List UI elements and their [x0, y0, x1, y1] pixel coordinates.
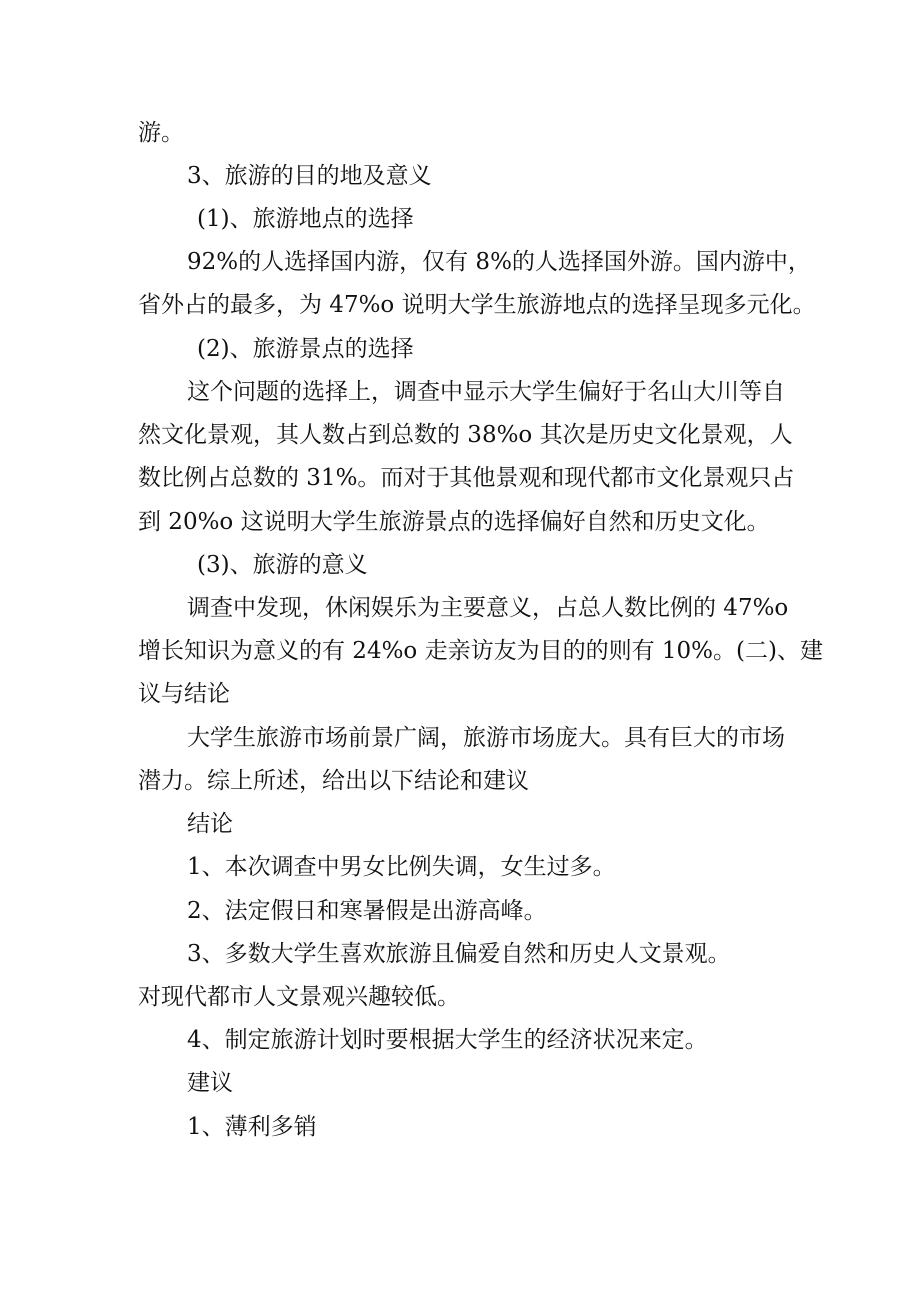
conclusion-heading: 结论: [187, 811, 233, 837]
suggestion-item-1: 1、薄利多销: [187, 1114, 317, 1140]
subheading-3: (3)、旅游的意义: [197, 552, 368, 578]
text-line-12: 调查中发现，休闲娱乐为主要意义，占总人数比例的 47%o: [187, 595, 789, 621]
text-line-14: 议与结论: [138, 681, 230, 707]
section-heading-3: 3、旅游的目的地及意义: [187, 163, 432, 189]
conclusion-item-2: 2、法定假日和寒暑假是出游高峰。: [187, 898, 547, 924]
text-line-10: 到 20%o 这说明大学生旅游景点的选择偏好自然和历史文化。: [138, 509, 770, 535]
subheading-2: (2)、旅游景点的选择: [197, 336, 414, 362]
text-line-1: 游。: [138, 120, 184, 146]
text-line-7: 这个问题的选择上，调查中显示大学生偏好于名山大川等自: [187, 379, 785, 405]
text-line-5: 省外占的最多，为 47%o 说明大学生旅游地点的选择呈现多元化。: [138, 292, 816, 318]
text-line-9: 数比例占总数的 31%。而对于其他景观和现代都市文化景观只占: [138, 465, 795, 491]
conclusion-item-3-continued: 对现代都市人文景观兴趣较低。: [138, 984, 460, 1010]
text-line-13: 增长知识为意义的有 24%o 走亲访友为目的的则有 10%。(二)、建: [138, 638, 823, 664]
subheading-1: (1)、旅游地点的选择: [197, 206, 414, 232]
text-line-4: 92%的人选择国内游，仅有 8%的人选择国外游。国内游中，: [187, 249, 811, 275]
text-line-16: 潜力。综上所述，给出以下结论和建议: [138, 768, 529, 794]
conclusion-item-3: 3、多数大学生喜欢旅游且偏爱自然和历史人文景观。: [187, 941, 731, 967]
conclusion-item-4: 4、制定旅游计划时要根据大学生的经济状况来定。: [187, 1027, 708, 1053]
suggestion-heading: 建议: [187, 1070, 233, 1096]
text-line-8: 然文化景观，其人数占到总数的 38%o 其次是历史文化景观，人: [138, 422, 793, 448]
text-line-15: 大学生旅游市场前景广阔，旅游市场庞大。具有巨大的市场: [187, 725, 785, 751]
conclusion-item-1: 1、本次调查中男女比例失调，女生过多。: [187, 854, 616, 880]
